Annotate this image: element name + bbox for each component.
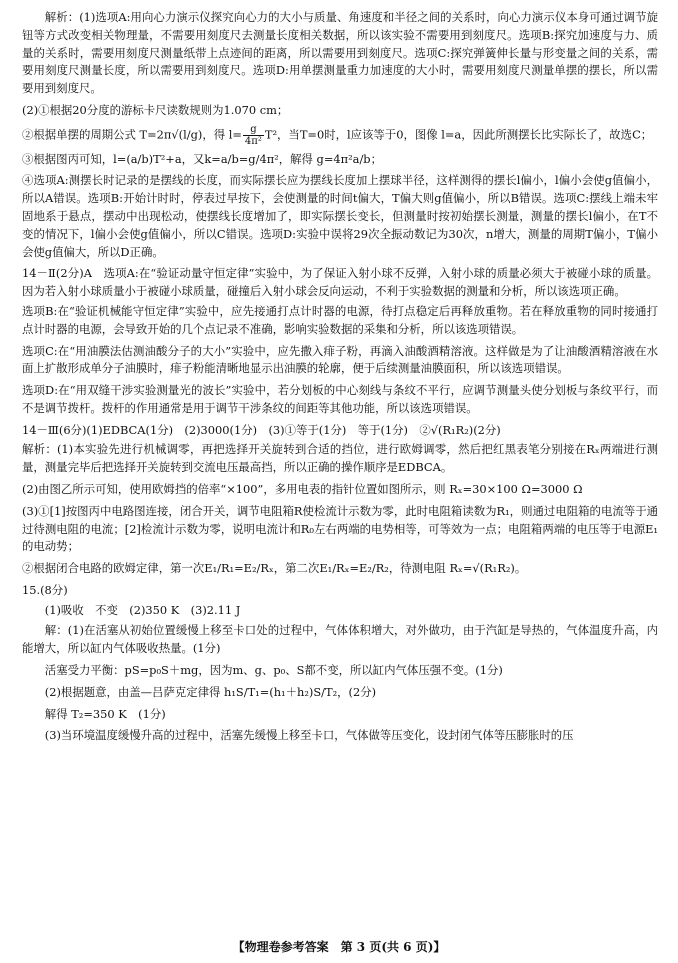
- q15-solution-3: (2)根据题意，由盖—吕萨克定律得 h₁S/T₁=(h₁＋h₂)S/T₂，(2分): [44, 684, 377, 699]
- footer-bracket-left: 【: [232, 940, 245, 955]
- q15-heading: 15.(8分): [22, 582, 68, 597]
- page-footer: [0, 938, 678, 957]
- footer-title: 物理卷参考答案: [244, 940, 329, 955]
- q15-solution-1: 解：(1)在活塞从初始位置缓慢上移至卡口处的过程中，气体体积增大，对外做功，由于汽缸是导热的，气体温度升高，内能增大，所以缸内气体吸收热量。(1分): [22, 623, 658, 656]
- q13-analysis-2: (2)①根据20分度的游标卡尺读数规则为1.070 cm；: [22, 102, 289, 117]
- fraction-denominator: 4π²: [244, 135, 262, 147]
- q15-answers: (1)吸收 不变 (2)350 K (3)2.11 J: [44, 602, 241, 617]
- question-15-section: [22, 582, 658, 745]
- q13-analysis-5: ④选项A:测摆长时记录的是摆线的长度，而实际摆长应为摆线长度加上摆球半径，这样测得的摆长l偏小，l偏小会使g值偏小，所以A错误。选项B:开始计时时，停表过早按下，会使测量的时间t偏大，T偏大则g值偏小，所以B错误。选项C:摆线上端未牢固地系于悬点，摆动中出现松动，使摆线长度增加了，即实际摆长变长，但测量时按初始摆长测量，测量的摆长l偏小，在T不变的情况下，l偏小会使g值偏小，所以C错误。选项D:实验中误将29次全振动数记为30次，n增大，测量的周期T偏小，T偏小会使g值偏大，所以D正确。: [22, 173, 658, 259]
- q14-3-heading: 14－Ⅲ(6分)(1)EDBCA(1分) (2)3000(1分) (3)①等于(1分) 等于(1分) ②√(R₁R₂)(2分): [22, 422, 501, 437]
- q15-solution-4: 解得 T₂=350 K (1分): [44, 706, 166, 721]
- fraction-g-over-4pi2: [243, 124, 264, 147]
- q13-analysis-4: ③根据图丙可知，l=(a/b)T²+a，又k=a/b=g/4π²，解得 g=4π²a/b；: [22, 151, 382, 166]
- fraction-numerator: g: [243, 124, 264, 136]
- footer-bracket-right: 】: [433, 940, 446, 955]
- question-13-section: [22, 9, 658, 261]
- q13-analysis-3: [22, 124, 658, 147]
- footer-page-number: 第 3 页(共 6 页): [340, 940, 434, 955]
- q15-solution-2: 活塞受力平衡：pS=p₀S＋mg，因为m、g、p₀、S都不变，所以缸内气体压强不变。(1分): [44, 663, 503, 677]
- q13-analysis-3-a: ②根据单摆的周期公式 T=2π√(l/g)，得 l=: [22, 127, 242, 142]
- q14-3-analysis-3: (3)①[1]按图丙中电路图连接，闭合开关，调节电阻箱R使检流计示数为零，此时电阻箱读数为R₁，则通过电阻箱的电流等于通过待测电阻的电流；[2]检流计示数为零，说明电流计和R₀左右两端的电势相等，可等效为一点；电阻箱两端的电压等于电源E₁的电动势；: [22, 503, 658, 554]
- q15-solution-5: (3)当环境温度缓慢升高的过程中，活塞先缓慢上移至卡口，气体做等压变化，设封闭气体等压膨胀时的压: [44, 728, 574, 743]
- q14-2-heading: 14－Ⅱ(2分)A 选项A:在“验证动量守恒定律”实验中，为了保证入射小球不反弹，入射小球的质量必须大于被碰小球的质量。因为若入射小球质量小于被碰小球质量，碰撞后入射小球会反向运动，不利于实验数据的测量和分析，所以该选项正确。: [22, 266, 658, 299]
- q14-3-analysis-4: ②根据闭合电路的欧姆定律，第一次E₁/R₁=E₂/Rₓ，第二次E₁/Rₓ=E₂/R₂，待测电阻 Rₓ=√(R₁R₂)。: [22, 561, 527, 576]
- question-14-2-section: [22, 265, 658, 417]
- q13-analysis-1: 解析：(1)选项A:用向心力演示仪探究向心力的大小与质量、角速度和半径之间的关系时，向心力演示仪本身可通过调节旋钮等方式改变相关物理量，不需要用刻度尺去测量长度相关数据，所以该实验不需要用到刻度尺。选项B:探究加速度与力、质量的关系时，需要用刻度尺测量纸带上点迹间的距离，所以需要用到刻度尺。选项C:探究弹簧伸长量与形变量之间的关系，需要用刻度尺测量长度，所以需要用到刻度尺。选项D:用单摆测量重力加速度的大小时，需要用刻度尺测量单摆的摆长，所以需要用到刻度尺。: [22, 10, 658, 96]
- q14-2-option-d: 选项D:在“用双缝干涉实验测量光的波长”实验中，若分划板的中心刻线与条纹不平行，应调节测量头使分划板与条纹平行，而不是调节拨杆。拨杆的作用通常是用于调节干涉条纹的间距等其他功能，所以该选项错误。: [22, 383, 658, 415]
- question-14-3-section: [22, 422, 658, 578]
- q14-3-analysis-2: (2)由图乙所示可知，使用欧姆挡的倍率“×100”，多用电表的指针位置如图所示，则 Rₓ=30×100 Ω=3000 Ω: [22, 481, 583, 496]
- q14-2-option-b: 选项B:在“验证机械能守恒定律”实验中，应先接通打点计时器的电源，待打点稳定后再释放重物。若在释放重物的同时接通打点计时器的电源，会导致开始的几个点记录不准确，影响实验数据的采集和分析，所以该选项错误。: [22, 303, 658, 336]
- q13-analysis-3-c: T²，当T=0时，l应该等于0，图像 l=a，因此所测摆长比实际长了，故选C；: [264, 127, 653, 142]
- q14-3-analysis-1: 解析：(1)本实验先进行机械调零，再把选择开关旋转到合适的挡位，进行欧姆调零，然后把红黑表笔分别接在Rₓ两端进行测量，测量完毕后把选择开关旋转到交流电压最高挡，所以正确的操作顺序是EDBCA。: [22, 442, 658, 475]
- q14-2-option-c: 选项C:在“用油膜法估测油酸分子的大小”实验中，应先撒入痱子粉，再滴入油酸酒精溶液。这样做是为了让油酸酒精溶液在水面上扩散形成单分子油膜时，痱子粉能清晰地显示出油膜的轮廓，便于后续测量油膜面积，所以该选项错误。: [22, 343, 658, 376]
